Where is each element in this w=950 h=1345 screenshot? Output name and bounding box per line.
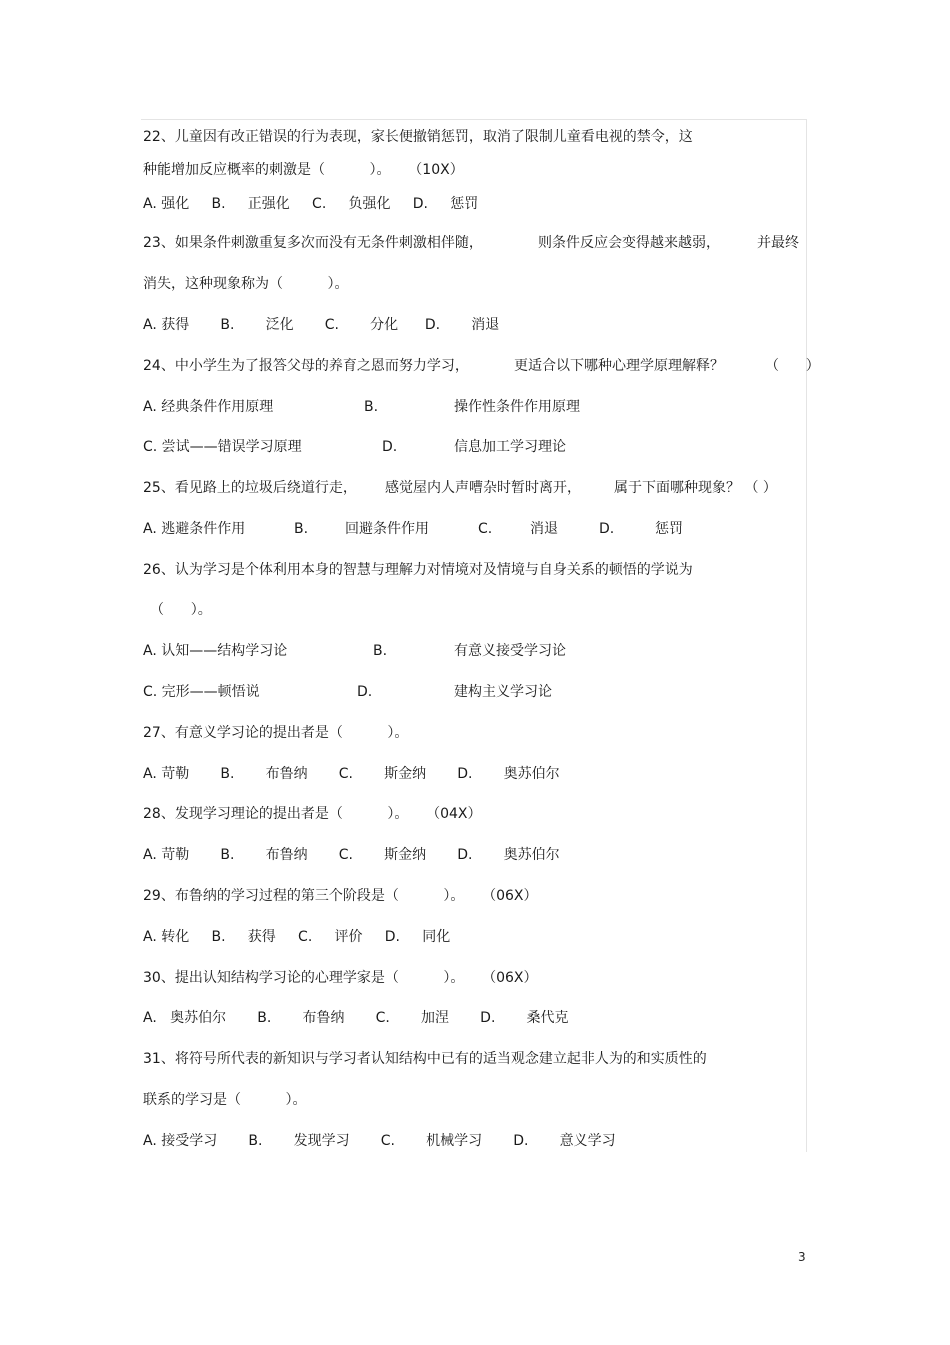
q31-stem-line2: 联系的学习是（ ）。 [143,1092,307,1108]
q25-option-b-letter: B. [294,521,309,537]
q23-stem-line1: 23、如果条件刺激重复多次而没有无条件刺激相伴随， [143,235,483,251]
q25-option-d-letter: D. [599,521,615,537]
q26-option-a: A. 认知——结构学习论 [143,643,288,659]
q25-option-c-text: 消退 [530,521,558,537]
q25-option-a: A. 逃避条件作用 [143,521,246,537]
q25-option-b-text: 回避条件作用 [345,521,429,537]
q26-stem-line1: 26、认为学习是个体利用本身的智慧与理解力对情境对及情境与自身关系的顿悟的学说为 [143,562,693,578]
page-number: 3 [798,1250,806,1264]
q26-option-b-text: 有意义接受学习论 [454,643,566,659]
q23-stem-line2: 消失，这种现象称为（ ）。 [143,276,349,292]
q24-option-b-letter: B. [364,399,379,415]
q23-options: A. 获得 B. 泛化 C. 分化 D. 消退 [143,317,500,333]
q22-options: A. 强化 B. 正强化 C. 负强化 D. 惩罚 [143,196,479,212]
q25-option-d-text: 惩罚 [655,521,683,537]
q24-option-d-text: 信息加工学习理论 [454,439,566,455]
q31-stem-line1: 31、将符号所代表的新知识与学习者认知结构中已有的适当观念建立起非人为的和实质性的 [143,1051,707,1067]
q26-option-d-letter: D. [357,684,373,700]
q27-stem: 27、有意义学习论的提出者是（ ）。 [143,725,409,741]
q28-stem: 28、发现学习理论的提出者是（ ）。 （04X） [143,806,482,822]
q24-option-a: A. 经典条件作用原理 [143,399,274,415]
q30-stem: 30、提出认知结构学习论的心理学家是（ ）。 （06X） [143,970,538,986]
q23-stem-mid: 则条件反应会变得越来越弱， [538,235,720,251]
q26-stem-line2: （ ）。 [150,602,212,618]
q24-stem: 24、中小学生为了报答父母的养育之恩而努力学习， [143,358,469,374]
q24-answer-blank: （ ） [765,358,820,374]
q25-stem-end: 属于下面哪种现象？ （ ） [614,480,777,496]
q25-option-c-letter: C. [478,521,493,537]
q23-stem-end: 并最终 [757,235,799,251]
q25-stem: 25、看见路上的垃圾后绕道行走， [143,480,357,496]
q24-option-d-letter: D. [382,439,398,455]
q31-options: A. 接受学习 B. 发现学习 C. 机械学习 D. 意义学习 [143,1133,616,1149]
q24-stem-mid: 更适合以下哪种心理学原理解释？ [514,358,724,374]
q29-options: A. 转化 B. 获得 C. 评价 D. 同化 [143,929,451,945]
q22-stem-line2: 种能增加反应概率的刺激是（ ）。 （10X） [143,162,464,178]
q26-option-c: C. 完形——顿悟说 [143,684,260,700]
q25-stem-mid: 感觉屋内人声嘈杂时暂时离开， [385,480,581,496]
q22-stem-line1: 22、儿童因有改正错误的行为表现，家长便撤销惩罚，取消了限制儿童看电视的禁令，这 [143,129,693,145]
q30-options: A. 奥苏伯尔 B. 布鲁纳 C. 加涅 D. 桑代克 [143,1010,569,1026]
q29-stem: 29、布鲁纳的学习过程的第三个阶段是（ ）。 （06X） [143,888,538,904]
q26-option-b-letter: B. [373,643,388,659]
q26-option-d-text: 建构主义学习论 [454,684,552,700]
q27-options: A. 苛勒 B. 布鲁纳 C. 斯金纳 D. 奥苏伯尔 [143,766,560,782]
q24-option-b-text: 操作性条件作用原理 [454,399,580,415]
q24-option-c: C. 尝试——错误学习原理 [143,439,302,455]
q28-options: A. 苛勒 B. 布鲁纳 C. 斯金纳 D. 奥苏伯尔 [143,847,560,863]
